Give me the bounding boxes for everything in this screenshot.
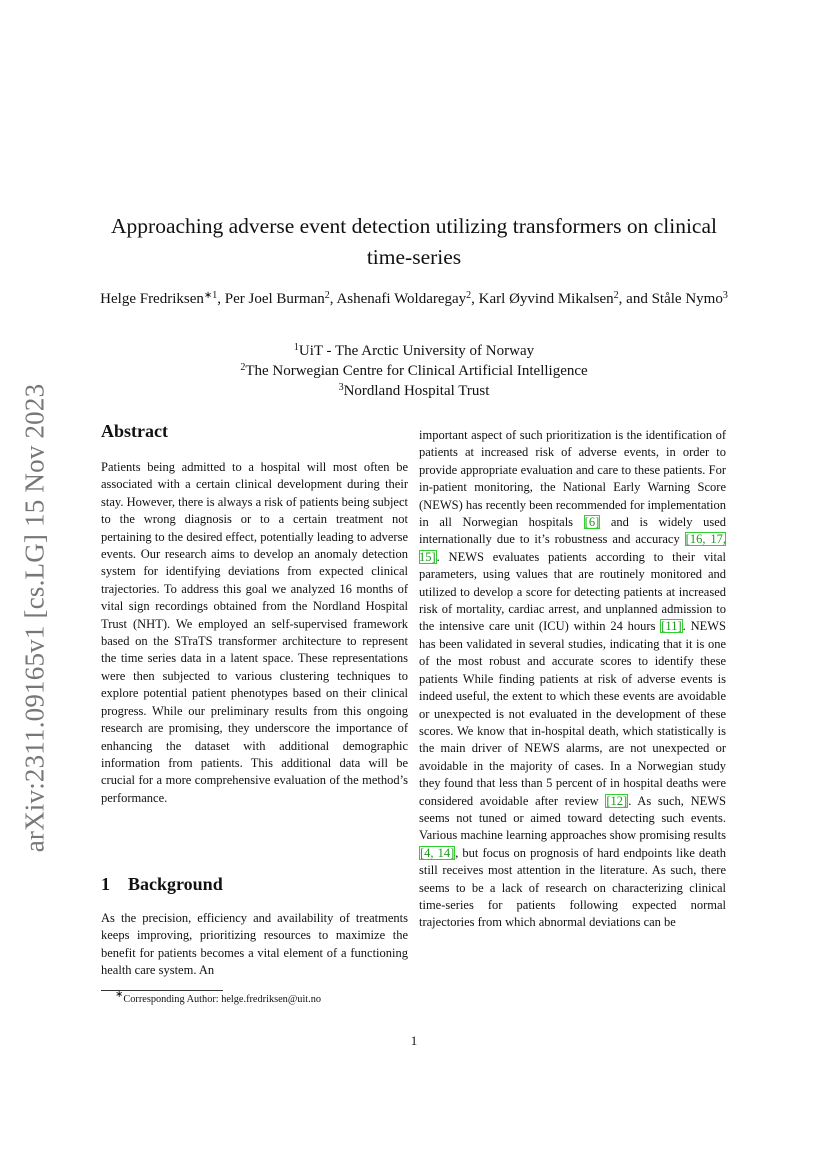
author-name: Ståle Nymo <box>651 291 723 307</box>
affiliation-list <box>100 341 728 401</box>
arxiv-identifier: arXiv:2311.09165v1 [cs.LG] 15 Nov 2023 <box>19 383 50 853</box>
body-text: . As such, NEWS seems not tuned or aimed toward detecting such events. Various machine learning approaches show promising results <box>419 793 727 843</box>
citation-link[interactable]: [6] <box>584 515 600 530</box>
author-affiliation-mark: 2 <box>324 290 330 301</box>
citation-link[interactable]: [12] <box>606 793 628 808</box>
body-text: . NEWS evaluates patients according to their vital parameters, using values that are routinely monitored and utilized to develop a score for detecting patients at increased risk of mortality, cardiac arrest, and unplanned admission to the intensive care unit (ICU) within 24 hours <box>419 549 726 634</box>
affiliation-mark: 2 <box>240 362 246 373</box>
background-text-right <box>419 427 726 932</box>
body-text: important aspect of such prioritization is the identification of patients at increased risk of adverse events, in order to provide appropriate evaluation and care to these patients. For in-patient monitoring, the National Early Warning Score (NEWS) has recently been recommended for implementation in all Norwegian hospitals <box>419 428 726 530</box>
section-title: Background <box>128 874 223 894</box>
body-text: . NEWS has been validated in several studies, indicating that it is one of the most robust and accurate scores to identify these patients While finding patients at risk of adverse events is indeed useful, the extent to which these events are avoidable or unexpected is not evaluated in the development of these scores. We know that in-hospital death, which statistically is the main driver of NEWS alarms, are not unexpected or avoidable in the majority of cases. In a Norwegian study they found that less than 5 percent of in hospital deaths were considered avoidable after review <box>419 619 726 808</box>
footnote-mark: ∗ <box>115 989 124 1000</box>
affiliation-name: The Norwegian Centre for Clinical Artificial Intelligence <box>245 363 588 379</box>
affiliation-name: UiT - The Arctic University of Norway <box>298 343 535 359</box>
author-affiliation-mark: ∗1 <box>203 290 218 301</box>
arxiv-sidebar-stamp <box>14 358 56 878</box>
footnote <box>115 989 322 1005</box>
author-affiliation-mark: 2 <box>613 290 619 301</box>
author-name: Ashenafi Woldaregay <box>336 291 467 307</box>
body-text: , but focus on prognosis of hard endpoints like death still receives most attention in the literature. As such, there seems to be a lack of research on characterizing clinical time-series for patients following expected normal trajectories from which abnormal deviations can be <box>419 845 726 930</box>
citation-link[interactable]: [16, 17, 15] <box>419 532 726 564</box>
affiliation-mark: 1 <box>293 342 299 353</box>
author-affiliation-mark: 2 <box>466 290 472 301</box>
affiliation <box>100 381 728 401</box>
section-heading-background <box>101 874 223 895</box>
author-name: Per Joel Burman <box>224 291 325 307</box>
body-text: and is widely used internationally due to it’s robustness and accuracy <box>419 515 726 547</box>
citation-link[interactable]: [11] <box>661 619 682 634</box>
citation-link[interactable]: [4, 14] <box>420 845 455 860</box>
affiliation-mark: 3 <box>338 382 344 393</box>
author-affiliation-mark: 3 <box>722 290 728 301</box>
affiliation <box>100 341 728 361</box>
paper-title: Approaching adverse event detection utilizing transformers on clinical time-series <box>111 214 717 269</box>
affiliation <box>100 361 728 381</box>
section-number: 1 <box>101 874 110 894</box>
affiliation-name: Nordland Hospital Trust <box>343 383 490 399</box>
abstract-heading: Abstract <box>101 421 168 441</box>
author-name: Karl Øyvind Mikalsen <box>478 291 614 307</box>
page-number: 1 <box>410 1033 418 1048</box>
footnote-text: Corresponding Author: helge.fredriksen@uit.no <box>123 994 322 1005</box>
author-list: Helge Fredriksen$^{∗1}$, Per Joel Burman$^2$, Ashenafi Woldaregay$^2$, Karl Øyvind Mikalsen$^2$, and Ståle Nymo$^3$ <box>100 290 728 307</box>
abstract-text: Patients being admitted to a hospital will most often be associated with a certain clinical development during their stay. However, there is always a risk of patients being subject to the wrong diagnosis or to a certain treatment not pertaining to the desired effect, potentially leading to adverse events. Our research aims to develop an anomaly detection system for identifying deviations from expected clinical trajectories. To address this goal we analyzed 16 months of vital sign recordings obtained from the Nordland Hospital Trust (NHT). We employed an self-supervised framework based on the STraTS transformer architecture to represent the time series data in a latent space. These representations were then subjected to various clustering techniques to explore potential patient phenotypes based on their clinical progress. While our preliminary results from this ongoing research are promising, they underscore the importance of enhancing the dataset with additional demographic information from patients. This additional data will be crucial for a more comprehensive evaluation of the method’s performance. <box>101 460 408 805</box>
author-name: Helge Fredriksen <box>100 291 204 307</box>
background-text-left: As the precision, efficiency and availability of treatments keeps improving, prioritizing resources to maximize the benefit for patients becomes a vital element of a functioning health care system. An <box>101 911 408 978</box>
